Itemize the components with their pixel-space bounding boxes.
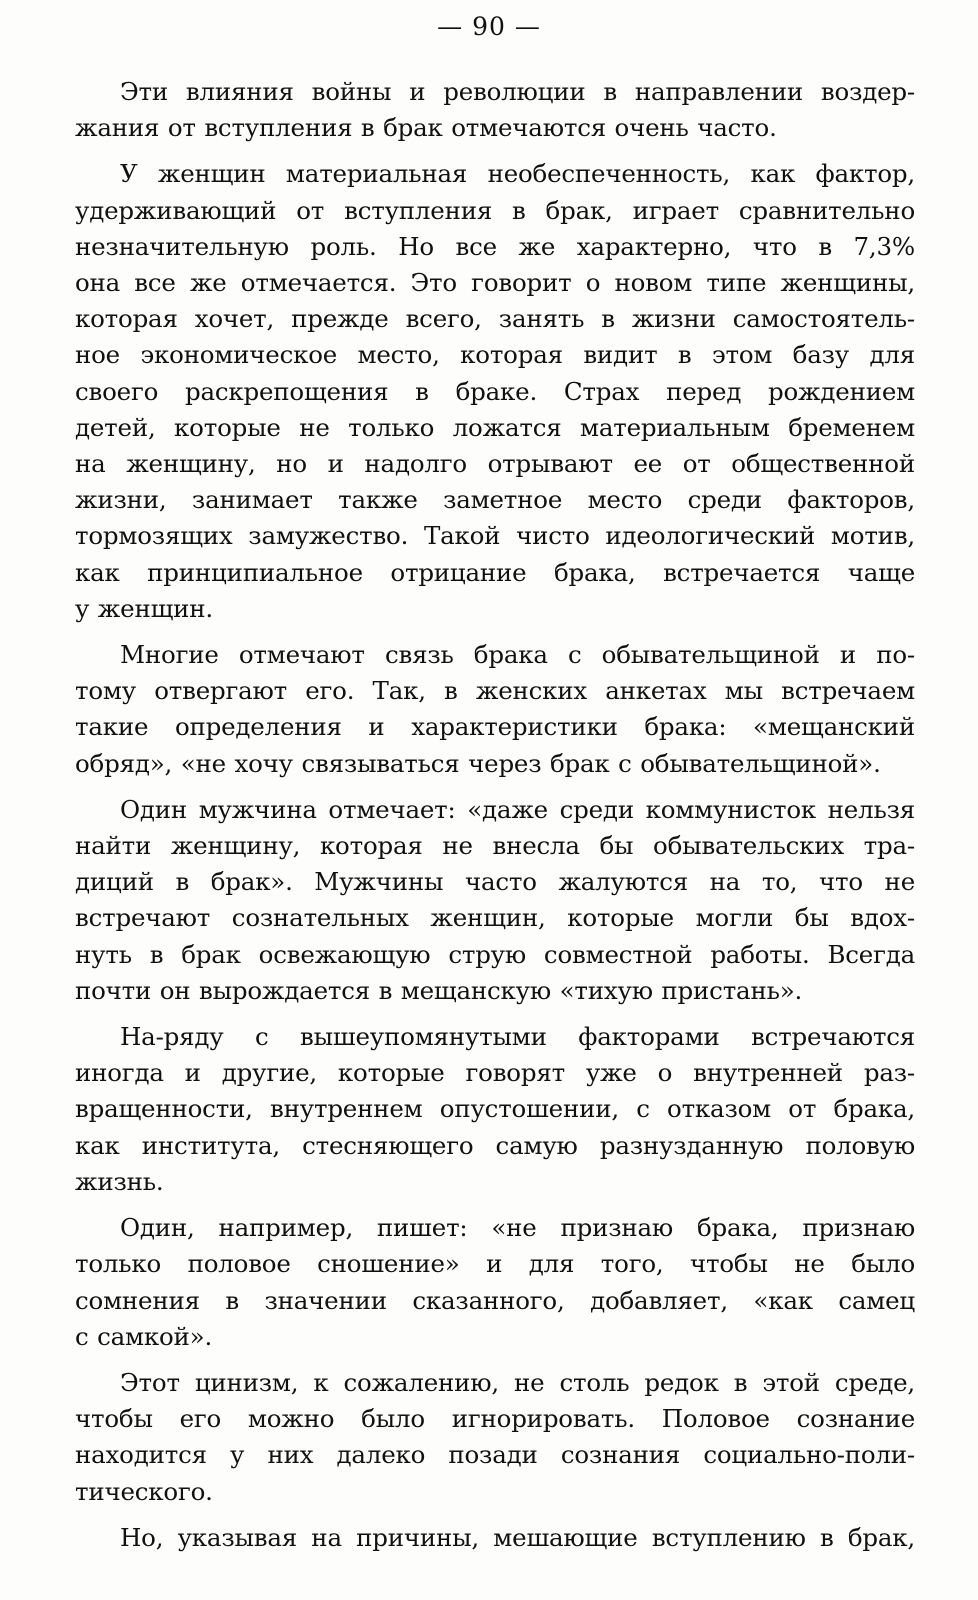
text-line: ное экономическое место, которая видит в этом базу для <box>75 340 915 370</box>
text-line: такие определения и характеристики брака: «мещанский <box>75 712 915 742</box>
text-line: тормозящих замужество. Такой чисто идеологический мотив, <box>75 521 915 551</box>
text-line: нуть в брак освежающую струю совместной работы. Всегда <box>75 939 915 969</box>
text-line: только половое сношение» и для того, чтобы не было <box>75 1249 915 1279</box>
paragraph <box>75 156 915 627</box>
text-line: жания от вступления в брак отмечаются очень часто. <box>75 113 777 143</box>
text-line: как института, стесняющего самую разнузданную половую <box>75 1130 915 1160</box>
text-line: с самкой». <box>75 1321 213 1351</box>
text-line: сомнения в значении сказанного, добавляет, «как самец <box>75 1285 915 1315</box>
text-line: Многие отмечают связь брака с обывательщиной и по- <box>120 640 915 670</box>
paragraph <box>75 74 915 146</box>
paragraph <box>75 1019 915 1200</box>
text-line: которая хочет, прежде всего, занять в жизни самостоятель- <box>75 304 915 334</box>
text-line: незначительную роль. Но все же характерно, что в 7,3% <box>75 231 915 261</box>
paragraph <box>75 792 915 1009</box>
text-line: обряд», «не хочу связываться через брак с обывательщиной». <box>75 748 881 778</box>
paragraph <box>75 1210 915 1355</box>
text-line: жизнь. <box>75 1166 164 1196</box>
text-line: иногда и другие, которые говорят уже о внутренней раз- <box>75 1058 915 1088</box>
paragraph <box>75 637 915 782</box>
text-line: вращенности, внутреннем опустошении, с отказом от брака, <box>75 1094 915 1124</box>
text-line: Один мужчина отмечает: «даже среди коммунисток нельзя <box>120 794 915 824</box>
text-line: на женщину, но и надолго отрывают ее от общественной <box>75 449 915 479</box>
page-number: — 90 — <box>437 12 541 41</box>
paragraph <box>75 1365 915 1510</box>
text-line: На-ряду с вышеупомянутыми факторами встречаются <box>120 1022 915 1052</box>
text-line: как принципиальное отрицание брака, встречается чаще <box>75 557 915 587</box>
paragraph <box>75 1520 915 1556</box>
text-line: найти женщину, которая не внесла бы обывательских тра- <box>75 831 915 861</box>
text-line: Эти влияния войны и революции в направлении воздер- <box>120 77 915 106</box>
text-line: жизни, занимает также заметное место среди факторов, <box>75 485 915 515</box>
text-line: она все же отмечается. Это говорит о новом типе женщины, <box>75 268 915 298</box>
text-line: Один, например, пишет: «не признаю брака, признаю <box>120 1213 915 1243</box>
text-line: детей, которые не только ложатся материальным бременем <box>75 412 915 442</box>
body-text <box>75 74 915 1556</box>
text-line: тического. <box>75 1476 213 1506</box>
text-line: Но, указывая на причины, мешающие вступлению в брак, <box>120 1522 915 1552</box>
text-line: у женщин. <box>75 593 213 623</box>
text-line: тому отвергают его. Так, в женских анкетах мы встречаем <box>75 676 915 706</box>
text-line: диций в брак». Мужчины часто жалуются на то, что не <box>75 867 915 897</box>
text-line: удерживающий от вступления в брак, играет сравнительно <box>75 195 915 225</box>
text-line: своего раскрепощения в браке. Страх перед рождением <box>75 376 915 406</box>
text-line: У женщин материальная необеспеченность, как фактор, <box>120 159 915 189</box>
text-line: встречают сознательных женщин, которые могли бы вдох- <box>75 903 915 933</box>
text-line: Этот цинизм, к сожалению, не столь редок в этой среде, <box>120 1367 915 1397</box>
text-line: находится у них далеко позади сознания социально-поли- <box>75 1440 915 1470</box>
text-line: почти он вырождается в мещанскую «тихую пристань». <box>75 975 803 1005</box>
text-line: чтобы его можно было игнорировать. Половое сознание <box>75 1404 915 1434</box>
